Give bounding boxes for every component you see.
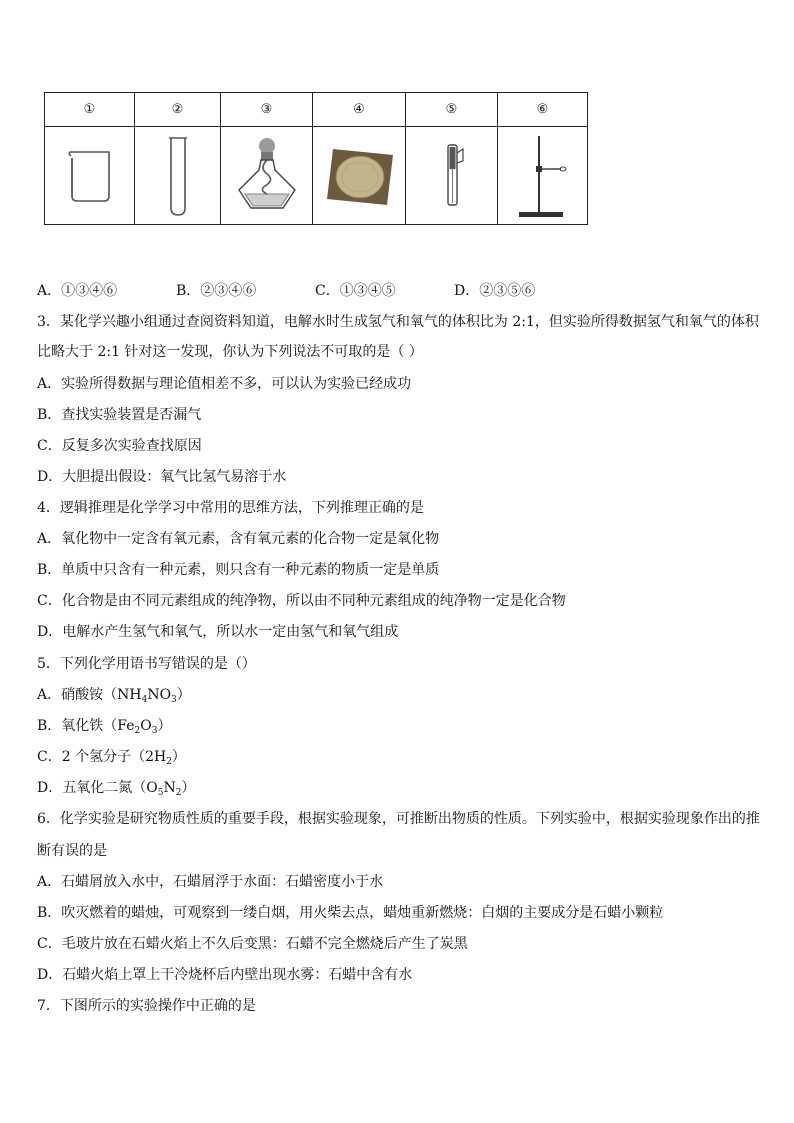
q6-stem-line1: 6．化学实验是研究物质性质的重要手段，根据实验现象，可推断出物质的性质。下列实验中，根据实验现象作出的推 — [37, 811, 760, 827]
q7-stem: 7．下图所示的实验操作中正确的是 — [37, 998, 256, 1014]
test-tube-icon — [163, 134, 193, 218]
apparatus-cell-1 — [45, 127, 135, 225]
q5-b-post: ） — [157, 718, 172, 734]
q6-option-a[interactable]: A．石蜡屑放入水中，石蜡屑浮于水面：石蜡密度小于水 — [37, 874, 384, 890]
q5-b-mid: O — [140, 718, 152, 734]
q2-option-a[interactable]: A．①③④⑥ — [37, 283, 118, 299]
apparatus-image-row — [45, 127, 588, 225]
q5-b-sub1: 2 — [134, 726, 141, 736]
q5-b-sub2: 3 — [151, 726, 158, 736]
apparatus-cell-2 — [135, 127, 221, 225]
q5-d-post: ） — [181, 780, 196, 796]
q5-option-d[interactable] — [37, 779, 195, 797]
q5-c-post: ） — [171, 749, 186, 765]
q5-c-text: C．2 个氢分子（2H — [37, 749, 167, 765]
q5-a-text: A．硝酸铵（NH — [37, 687, 142, 703]
q5-a-sub2: 3 — [171, 695, 177, 705]
alcohol-lamp-icon — [235, 134, 299, 218]
apparatus-header-6: ⑥ — [498, 93, 588, 127]
q2-options — [37, 282, 593, 300]
apparatus-header-1: ① — [45, 93, 135, 127]
q3-option-c[interactable]: C．反复多次实验查找原因 — [37, 438, 202, 454]
q5-option-a[interactable] — [37, 686, 191, 704]
q3-option-a[interactable]: A．实验所得数据与理论值相差不多，可以认为实验已经成功 — [37, 376, 412, 392]
q4-option-a[interactable]: A．氧化物中一定含有氧元素，含有氧元素的化合物一定是氧化物 — [37, 531, 440, 547]
q3-stem-line1: 3．某化学兴趣小组通过查阅资料知道，电解水时生成氢气和氧气的体积比为 2:1，但实验所得数据氢气和氧气的体积 — [37, 314, 759, 330]
q5-d-sub1: 5 — [157, 788, 164, 798]
q2-option-d[interactable]: D．②③⑤⑥ — [454, 283, 536, 299]
q5-a-mid: NO — [147, 687, 172, 703]
q6-option-c[interactable]: C．毛玻片放在石蜡火焰上不久后变黑：石蜡不完全燃烧后产生了炭黑 — [37, 936, 468, 952]
q6-stem-line2: 断有误的是 — [37, 843, 107, 859]
q5-d-sub2: 2 — [175, 788, 182, 798]
q6-option-d[interactable]: D．石蜡火焰上罩上干冷烧杯后内壁出现水雾：石蜡中含有水 — [37, 967, 413, 983]
q5-a-sub1: 4 — [141, 695, 148, 705]
q5-c-sub1: 2 — [166, 757, 172, 767]
apparatus-table — [44, 92, 588, 225]
beaker-icon — [65, 146, 115, 206]
asbestos-gauze-icon — [323, 143, 395, 209]
iron-stand-icon — [515, 132, 571, 220]
q5-d-mid: N — [163, 780, 176, 796]
q5-d-text: D．五氧化二氮（O — [37, 780, 158, 796]
apparatus-cell-4 — [313, 127, 406, 225]
q5-b-text: B．氧化铁（Fe — [37, 718, 135, 734]
q2-option-c[interactable]: C．①③④⑤ — [315, 283, 396, 299]
apparatus-header-2: ② — [135, 93, 221, 127]
apparatus-header-row — [45, 93, 588, 127]
q3-stem-line2: 比略大于 2:1 针对这一发现，你认为下列说法不可取的是（ ） — [37, 344, 423, 360]
q6-option-b[interactable]: B．吹灭燃着的蜡烛，可观察到一缕白烟，用火柴去点，蜡烛重新燃烧：白烟的主要成分是石蜡小颗粒 — [37, 905, 664, 921]
apparatus-cell-3 — [221, 127, 313, 225]
q5-stem: 5．下列化学用语书写错误的是（） — [37, 656, 256, 672]
q3-option-b[interactable]: B．查找实验装置是否漏气 — [37, 407, 202, 423]
q5-option-c[interactable] — [37, 748, 186, 766]
q5-a-post: ） — [176, 687, 191, 703]
q4-stem: 4．逻辑推理是化学学习中常用的思维方法，下列推理正确的是 — [37, 500, 424, 516]
q2-option-b[interactable]: B．②③④⑥ — [176, 283, 257, 299]
apparatus-header-3: ③ — [221, 93, 313, 127]
q4-option-d[interactable]: D．电解水产生氢气和氧气，所以水一定由氢气和氧气组成 — [37, 624, 399, 640]
apparatus-header-4: ④ — [313, 93, 406, 127]
apparatus-cell-5 — [406, 127, 498, 225]
test-tube-clamp-icon — [437, 139, 467, 213]
q5-option-b[interactable] — [37, 717, 171, 735]
q4-option-c[interactable]: C．化合物是由不同元素组成的纯净物，所以由不同种元素组成的纯净物一定是化合物 — [37, 593, 566, 609]
apparatus-cell-6 — [498, 127, 588, 225]
q4-option-b[interactable]: B．单质中只含有一种元素，则只含有一种元素的物质一定是单质 — [37, 562, 440, 578]
apparatus-header-5: ⑤ — [406, 93, 498, 127]
q3-option-d[interactable]: D．大胆提出假设：氧气比氢气易溶于水 — [37, 469, 287, 485]
